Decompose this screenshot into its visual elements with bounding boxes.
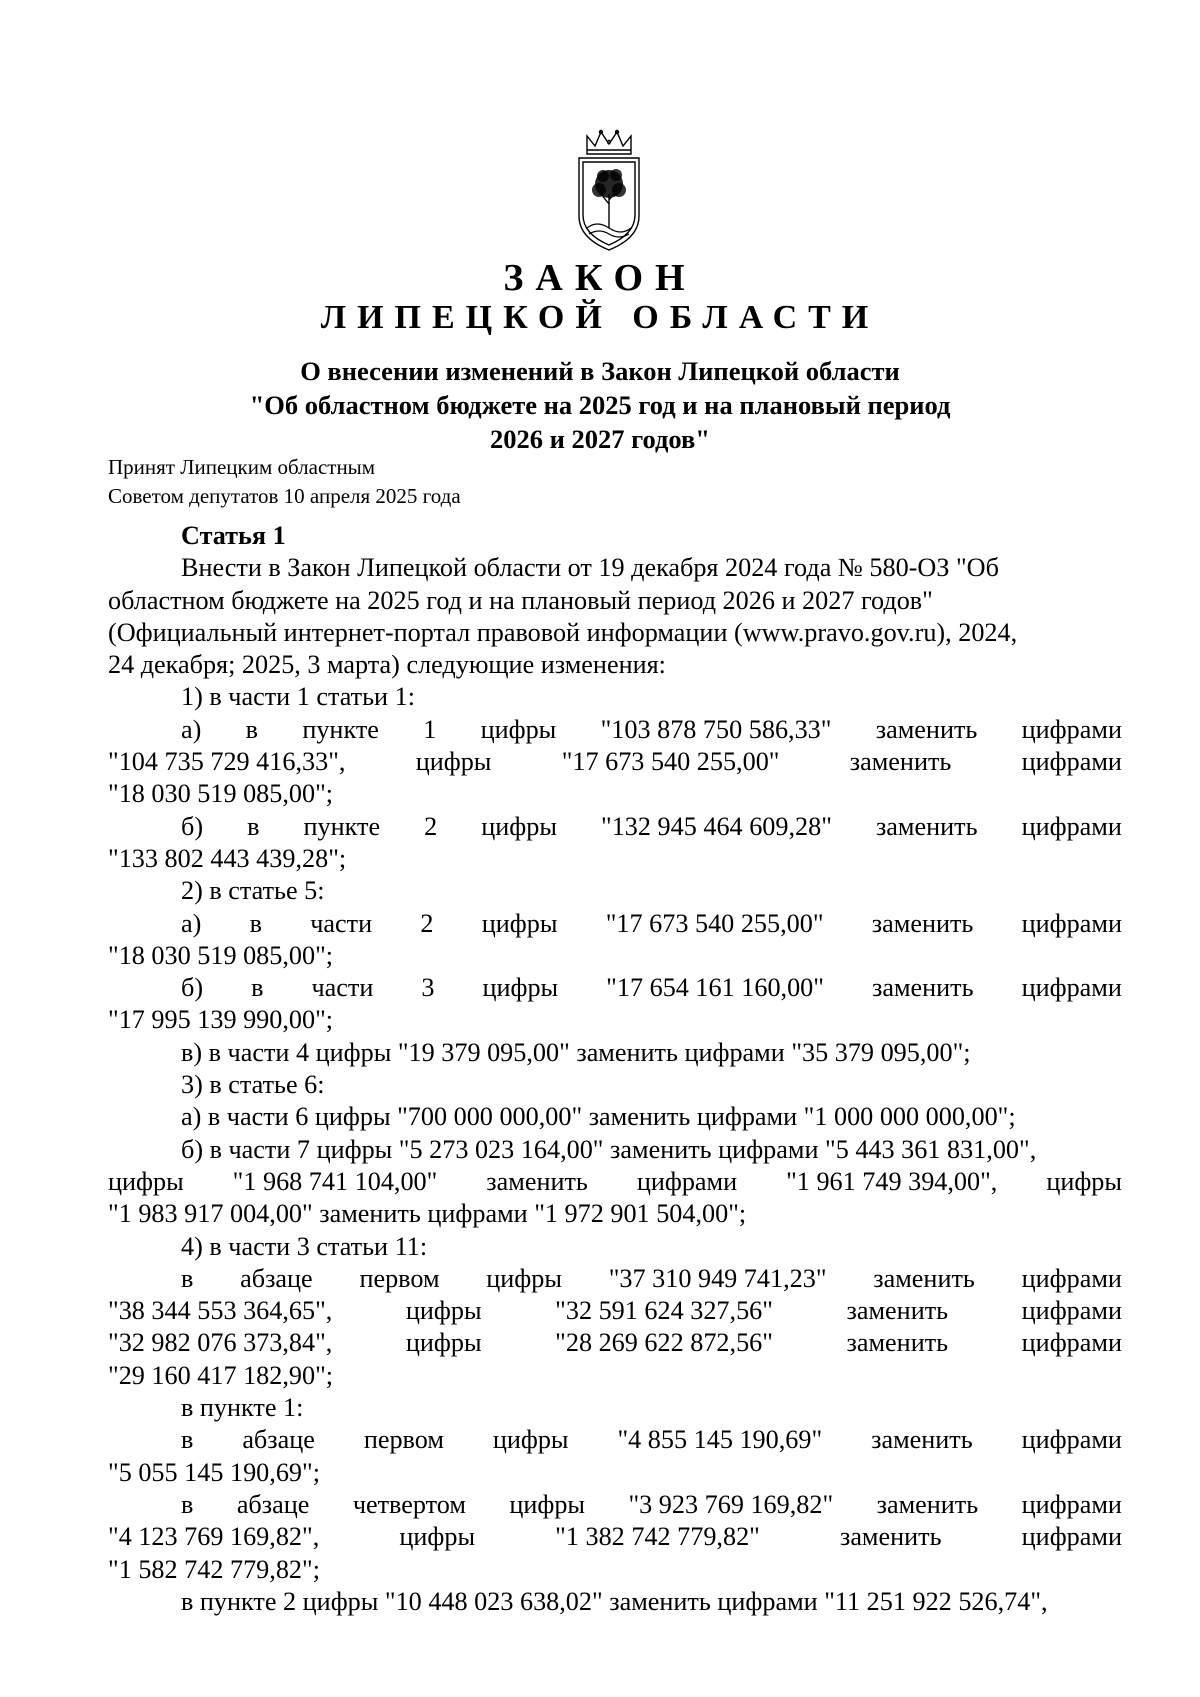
text-segment: заменить <box>846 1296 949 1326</box>
text-segment: заменить <box>871 973 974 1003</box>
text-segment: "32 982 076 373,84", <box>108 1328 333 1358</box>
text-segment: "17 673 540 255,00" <box>605 908 824 938</box>
text-segment: абзаце <box>242 1425 315 1455</box>
text-line <box>108 1295 1122 1327</box>
coat-of-arms-emblem <box>573 128 645 256</box>
text-segment: заменить <box>871 908 974 938</box>
text-segment: "3 923 769 169,82" <box>628 1489 834 1519</box>
text-segment: заменить <box>846 1328 949 1358</box>
law-subtitle <box>0 354 1200 456</box>
text-segment: в) в части 4 цифры "19 379 095,00" заменить цифрами "35 379 095,00"; <box>181 1037 971 1067</box>
text-line <box>108 1263 1122 1295</box>
text-segment: пункте <box>302 714 379 744</box>
text-segment: "1 582 742 779,82"; <box>108 1554 320 1584</box>
text-segment: 2 <box>420 908 434 938</box>
text-segment: в <box>247 811 260 841</box>
text-line <box>108 778 1122 810</box>
text-segment: цифрами <box>1021 1489 1122 1519</box>
text-line <box>108 1037 1122 1069</box>
text-segment: первом <box>359 1263 440 1293</box>
text-line <box>108 746 1122 778</box>
text-line <box>108 940 1122 972</box>
text-segment: а) <box>181 908 202 938</box>
text-segment: цифрами <box>1021 1296 1122 1326</box>
text-segment: в <box>245 714 259 744</box>
text-line <box>108 1554 1122 1586</box>
text-line <box>108 1392 1122 1424</box>
text-line <box>108 1586 1122 1618</box>
text-line <box>108 1231 1122 1263</box>
text-segment: "28 269 622 872,56" <box>555 1328 773 1358</box>
text-segment: цифры <box>480 714 557 744</box>
text-segment: "104 735 729 416,33", <box>108 747 346 777</box>
text-segment: б) <box>181 973 204 1003</box>
text-segment: цифрами <box>1021 1425 1122 1455</box>
text-segment: "132 945 464 609,28" <box>601 811 832 841</box>
text-segment: пункте <box>303 811 381 841</box>
text-segment: "1 382 742 779,82" <box>555 1522 760 1552</box>
text-segment: "4 855 145 190,69" <box>617 1425 823 1455</box>
text-segment: 24 декабря; 2025, 3 марта) следующие изменения: <box>108 650 666 680</box>
text-segment: "18 030 519 085,00"; <box>108 940 334 970</box>
subtitle-line: "Об областном бюджете на 2025 год и на плановый период <box>249 390 951 420</box>
text-line <box>108 552 1122 584</box>
text-segment: 1) в части 1 статьи 1: <box>181 682 415 712</box>
text-segment: заменить <box>876 1489 979 1519</box>
text-segment: "38 344 553 364,65", <box>108 1296 333 1326</box>
text-segment: а) <box>181 714 202 744</box>
text-segment: "1 983 917 004,00" заменить цифрами "1 972 901 504,00"; <box>108 1199 747 1229</box>
text-segment: цифры <box>405 1296 482 1326</box>
text-segment: части <box>311 973 374 1003</box>
text-segment: б) в части 7 цифры "5 273 023 164,00" заменить цифрами "5 443 361 831,00", <box>181 1134 1037 1164</box>
text-line <box>108 811 1122 843</box>
text-segment: 2 <box>424 811 438 841</box>
text-segment: цифрами <box>1021 811 1122 841</box>
adoption-line: Принят Липецким областным <box>108 455 376 479</box>
text-line <box>108 1134 1122 1166</box>
text-segment: части <box>310 908 373 938</box>
text-segment: цифры <box>509 1489 586 1519</box>
text-segment: 4) в части 3 статьи 11: <box>181 1231 428 1261</box>
text-line <box>108 908 1122 940</box>
text-segment: цифрами <box>1021 908 1122 938</box>
text-segment: абзаце <box>240 1263 313 1293</box>
text-segment: 3 <box>421 973 435 1003</box>
text-segment: цифрами <box>636 1166 738 1196</box>
text-segment: цифры <box>492 1425 569 1455</box>
text-line <box>108 649 1122 681</box>
text-line <box>108 1198 1122 1230</box>
text-segment: заменить <box>871 1425 973 1455</box>
text-line <box>108 1004 1122 1036</box>
text-segment: цифры <box>399 1522 476 1552</box>
text-segment: "18 030 519 085,00"; <box>108 779 334 809</box>
text-segment: заменить <box>873 1263 975 1293</box>
text-segment: в <box>249 908 262 938</box>
adoption-line: Советом депутатов 10 апреля 2025 года <box>108 484 461 508</box>
text-line <box>108 617 1122 649</box>
subtitle-line: О внесении изменений в Закон Липецкой области <box>300 356 900 386</box>
text-line <box>108 1424 1122 1456</box>
subtitle-line: 2026 и 2027 годов" <box>489 424 711 454</box>
text-segment: цифрами <box>1021 1263 1122 1293</box>
text-segment: цифры <box>481 908 558 938</box>
text-segment: первом <box>363 1425 444 1455</box>
text-segment: цифры <box>482 973 559 1003</box>
text-line <box>108 1457 1122 1489</box>
text-segment: в пункте 2 цифры "10 448 023 638,02" заменить цифрами "11 251 922 526,74", <box>181 1586 1048 1616</box>
text-segment: а) в части 6 цифры "700 000 000,00" заменить цифрами "1 000 000 000,00"; <box>181 1102 1016 1132</box>
text-segment: "4 123 769 169,82", <box>108 1522 320 1552</box>
text-segment: четвертом <box>352 1489 466 1519</box>
text-line <box>108 714 1122 746</box>
text-segment: "17 673 540 255,00" <box>561 747 780 777</box>
text-line <box>108 1360 1122 1392</box>
law-title: ЗАКОН <box>503 257 697 299</box>
text-line <box>108 1166 1122 1198</box>
adoption-note <box>108 453 461 511</box>
text-segment: областном бюджете на 2025 год и на плановый период 2026 и 2027 годов" <box>108 585 933 615</box>
text-segment: цифры <box>108 1166 184 1196</box>
text-line <box>108 1101 1122 1133</box>
text-segment: "37 310 949 741,23" <box>608 1263 827 1293</box>
text-segment: цифрами <box>1021 973 1122 1003</box>
text-segment: в <box>181 1489 194 1519</box>
text-line <box>108 843 1122 875</box>
text-line <box>108 972 1122 1004</box>
text-segment: цифры <box>415 747 492 777</box>
text-segment: цифрами <box>1021 714 1122 744</box>
region-title: ЛИПЕЦКОЙ ОБЛАСТИ <box>320 299 880 336</box>
text-segment: "17 654 161 160,00" <box>606 973 824 1003</box>
text-segment: б) <box>181 811 204 841</box>
article-heading: Статья 1 <box>181 521 286 550</box>
text-line <box>108 1327 1122 1359</box>
text-segment: цифры <box>481 811 557 841</box>
text-segment: заменить <box>839 1522 942 1552</box>
text-segment: "17 995 139 990,00"; <box>108 1005 334 1035</box>
text-line <box>108 875 1122 907</box>
text-line <box>108 1521 1122 1553</box>
text-segment: "1 968 741 104,00" <box>232 1166 438 1196</box>
text-line <box>108 1069 1122 1101</box>
text-segment: "133 802 443 439,28"; <box>108 843 347 873</box>
text-line <box>108 1489 1122 1521</box>
text-segment: цифры <box>1046 1166 1122 1196</box>
text-segment: цифрами <box>1021 747 1122 777</box>
text-segment: в <box>181 1263 194 1293</box>
text-segment: 1 <box>423 714 437 744</box>
text-segment: заменить <box>486 1166 588 1196</box>
text-segment: заменить <box>849 747 952 777</box>
text-segment: "29 160 417 182,90"; <box>108 1360 334 1390</box>
text-segment: "1 961 749 394,00", <box>786 1166 998 1196</box>
text-segment: цифрами <box>1021 1328 1122 1358</box>
text-segment: в <box>181 1425 194 1455</box>
text-segment: цифры <box>486 1263 562 1293</box>
text-segment: в <box>251 973 264 1003</box>
text-segment: "103 878 750 586,33" <box>600 714 832 744</box>
text-segment: "32 591 624 327,56" <box>555 1296 773 1326</box>
text-segment: 3) в статье 6: <box>181 1070 325 1100</box>
document-body <box>108 520 1122 1618</box>
text-segment: Внести в Закон Липецкой области от 19 декабря 2024 года № 580-ОЗ "Об <box>181 553 999 583</box>
text-segment: "5 055 145 190,69"; <box>108 1457 320 1487</box>
text-segment: цифры <box>405 1328 482 1358</box>
text-line <box>108 585 1122 617</box>
text-segment: (Официальный интернет-портал правовой информации (www.pravo.gov.ru), 2024, <box>108 617 1018 647</box>
text-segment: цифрами <box>1021 1522 1122 1552</box>
text-segment: заменить <box>875 811 978 841</box>
text-line <box>108 681 1122 713</box>
text-segment: в пункте 1: <box>181 1393 304 1423</box>
text-segment: 2) в статье 5: <box>181 876 325 906</box>
text-segment: заменить <box>875 714 978 744</box>
text-segment: абзаце <box>236 1489 310 1519</box>
